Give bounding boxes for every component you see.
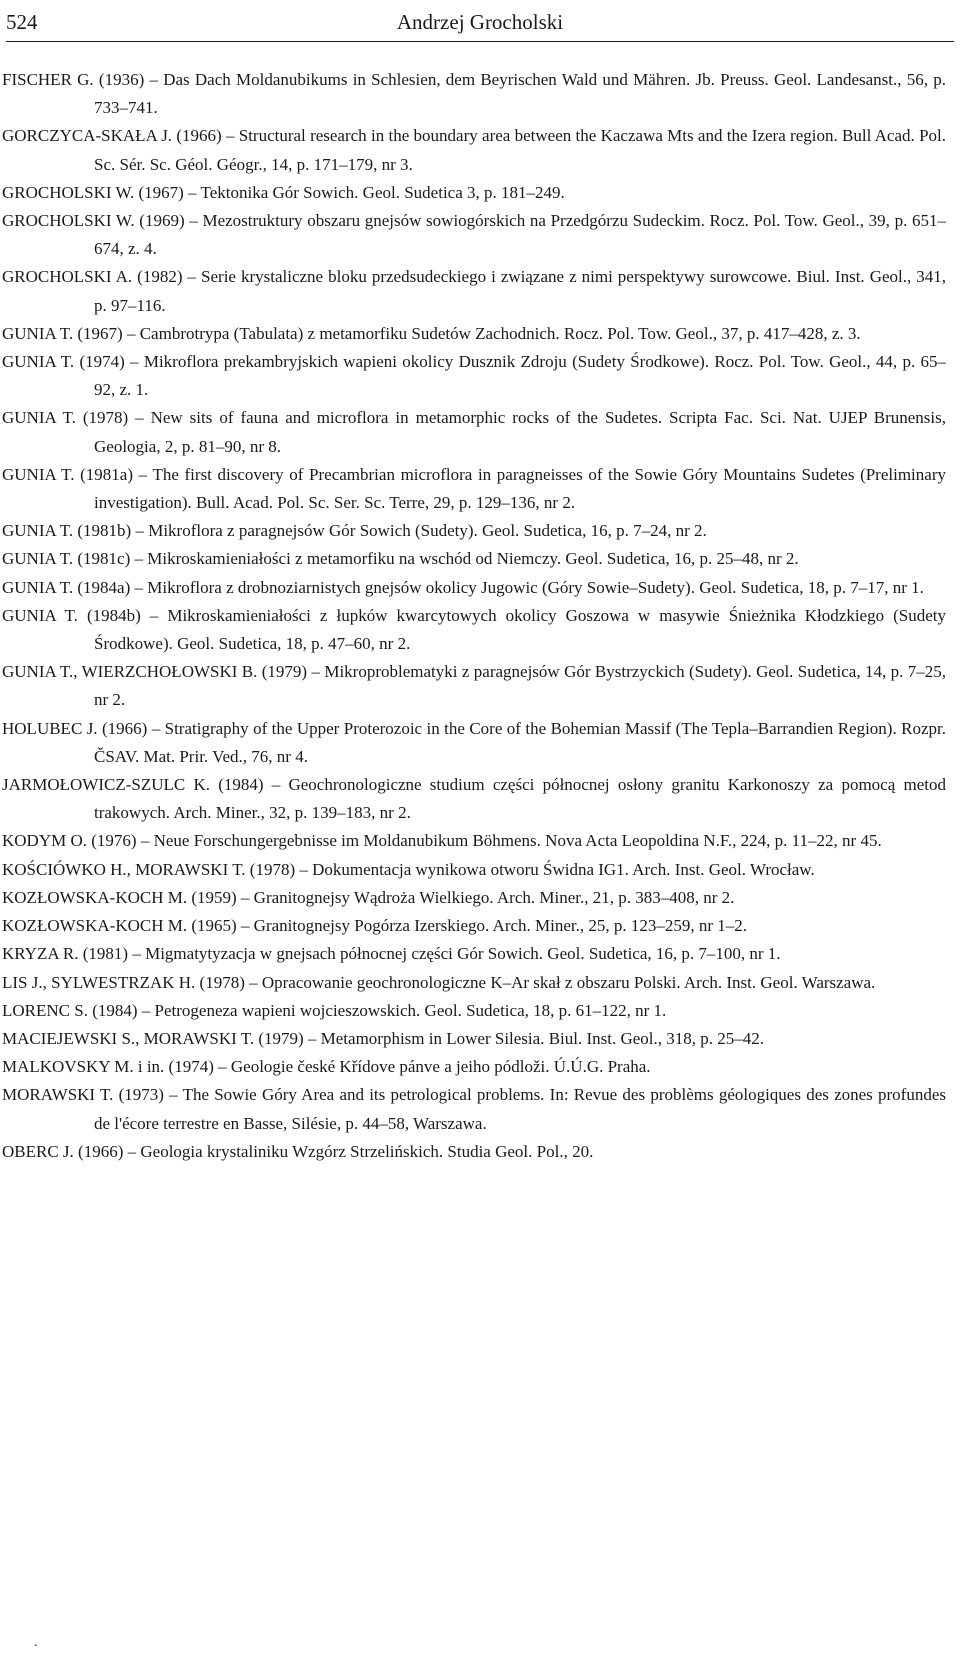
reference-entry: KODYM O. (1976) – Neue Forschungergebnisse im Moldanubikum Böhmens. Nova Acta Leopoldina N.F., 224, p. 11–22, nr 45.: [2, 831, 882, 851]
reference-entry: GUNIA T. (1974) – Mikroflora prekambryjskich wapieni okolicy Dusznik Zdroju (Sudety Środkowe). Rocz. Pol. Tow. Geol., 44, p. 65–92, z. 1.: [2, 352, 946, 400]
header-rule: [6, 41, 954, 42]
reference-entry: HOLUBEC J. (1966) – Stratigraphy of the Upper Proterozoic in the Core of the Bohemian Massif (The Tepla–Barrandien Region). Rozpr. ČSAV. Mat. Prir. Ved., 76, nr 4.: [2, 718, 946, 766]
reference-entry: MORAWSKI T. (1973) – The Sowie Góry Area and its petrological problems. In: Revue des problèms géologiques des zones profundes de l'écore terrestre en Basse, Silésie, p. 44–58, Warszawa.: [2, 1085, 946, 1133]
reference-entry: GUNIA T. (1981a) – The first discovery of Precambrian microflora in paragneisses of the Sowie Góry Mountains Sudetes (Preliminary investigation). Bull. Acad. Pol. Sc. Ser. Sc. Terre, 29, p. 129–136, nr 2.: [2, 464, 946, 513]
reference-entry: GUNIA T. (1981c) – Mikroskamieniałości z metamorfiku na wschód od Niemczy. Geol. Sudetica, 16, p. 25–48, nr 2.: [2, 549, 799, 569]
reference-entry: GUNIA T. (1967) – Cambrotrypa (Tabulata) z metamorfiku Sudetów Zachodnich. Rocz. Pol. Tow. Geol., 37, p. 417–428, z. 3.: [2, 323, 861, 343]
reference-entry: GORCZYCA-SKAŁA J. (1966) – Structural research in the boundary area between the Kaczawa Mts and the Izera region. Bull Acad. Pol. Sc. Sér. Sc. Géol. Géogr., 14, p. 171–179, nr 3.: [2, 126, 946, 174]
reference-entry: KOZŁOWSKA-KOCH M. (1959) – Granitognejsy Wądroża Wielkiego. Arch. Miner., 21, p. 383–408, nr 2.: [2, 887, 735, 907]
reference-entry: FISCHER G. (1936) – Das Dach Moldanubikums in Schlesien, dem Beyrischen Wald und Mähren. Jb. Preuss. Geol. Landesanst., 56, p. 733–741.: [2, 70, 946, 118]
reference-entry: GUNIA T. (1978) – New sits of fauna and microflora in metamorphic rocks of the Sudetes. Scripta Fac. Sci. Nat. UJEP Brunensis, Geologia, 2, p. 81–90, nr 8.: [2, 408, 946, 456]
footer-dot-mark: .: [34, 1635, 38, 1650]
page-header: [6, 8, 954, 42]
reference-entry: KOZŁOWSKA-KOCH M. (1965) – Granitognejsy Pogórza Izerskiego. Arch. Miner., 25, p. 123–259, nr 1–2.: [2, 916, 748, 936]
reference-entry: LIS J., SYLWESTRZAK H. (1978) – Opracowanie geochronologiczne K–Ar skał z obszaru Polski. Arch. Inst. Geol. Warszawa.: [2, 972, 876, 992]
reference-entry: GUNIA T. (1981b) – Mikroflora z paragnejsów Gór Sowich (Sudety). Geol. Sudetica, 16, p. 7–24, nr 2.: [2, 521, 707, 541]
reference-entry: GUNIA T. (1984a) – Mikroflora z drobnoziarnistych gnejsów okolicy Jugowic (Góry Sowie–Sudety). Geol. Sudetica, 18, p. 7–17, nr 1.: [2, 577, 924, 597]
reference-entry: OBERC J. (1966) – Geologia krystaliniku Wzgórz Strzelińskich. Studia Geol. Pol., 20.: [2, 1141, 594, 1161]
reference-entry: JARMOŁOWICZ-SZULC K. (1984) – Geochronologiczne studium części północnej osłony granitu Karkonoszy za pomocą metod trakowych. Arch. Miner., 32, p. 139–183, nr 2.: [2, 775, 946, 823]
reference-entry: GUNIA T., WIERZCHOŁOWSKI B. (1979) – Mikroproblematyki z paragnejsów Gór Bystrzyckich (Sudety). Geol. Sudetica, 14, p. 7–25, nr 2.: [2, 662, 946, 710]
running-title: Andrzej Grocholski: [396, 10, 564, 34]
reference-entry: GROCHOLSKI W. (1969) – Mezostruktury obszaru gnejsów sowiogórskich na Przedgórzu Sudeckim. Rocz. Pol. Tow. Geol., 39, p. 651–674, z. 4.: [2, 211, 946, 259]
reference-entry: LORENC S. (1984) – Petrogeneza wapieni wojcieszowskich. Geol. Sudetica, 18, p. 61–122, nr 1.: [2, 1000, 667, 1020]
reference-list: [2, 66, 946, 1166]
reference-entry: MALKOVSKY M. i in. (1974) – Geologie české Křídove pánve a jeiho pódloži. Ú.Ú.G. Praha.: [2, 1057, 651, 1077]
reference-entry: GROCHOLSKI W. (1967) – Tektonika Gór Sowich. Geol. Sudetica 3, p. 181–249.: [2, 182, 565, 202]
reference-entry: KRYZA R. (1981) – Migmatytyzacja w gnejsach północnej części Gór Sowich. Geol. Sudetica, 16, p. 7–100, nr 1.: [2, 944, 781, 964]
reference-entry: MACIEJEWSKI S., MORAWSKI T. (1979) – Metamorphism in Lower Silesia. Biul. Inst. Geol., 318, p. 25–42.: [2, 1028, 765, 1048]
reference-entry: GUNIA T. (1984b) – Mikroskamieniałości z łupków kwarcytowych okolicy Goszowa w masywie Śnieżnika Kłodzkiego (Sudety Środkowe). Geol. Sudetica, 18, p. 47–60, nr 2.: [2, 605, 946, 654]
reference-entry: KOŚCIÓWKO H., MORAWSKI T. (1978) – Dokumentacja wynikowa otworu Świdna IG1. Arch. Inst. Geol. Wrocław.: [2, 859, 815, 879]
page-number: 524: [6, 10, 38, 34]
reference-entry: GROCHOLSKI A. (1982) – Serie krystaliczne bloku przedsudeckiego i związane z nimi perspektywy surowcowe. Biul. Inst. Geol., 341, p. 97–116.: [2, 267, 946, 315]
